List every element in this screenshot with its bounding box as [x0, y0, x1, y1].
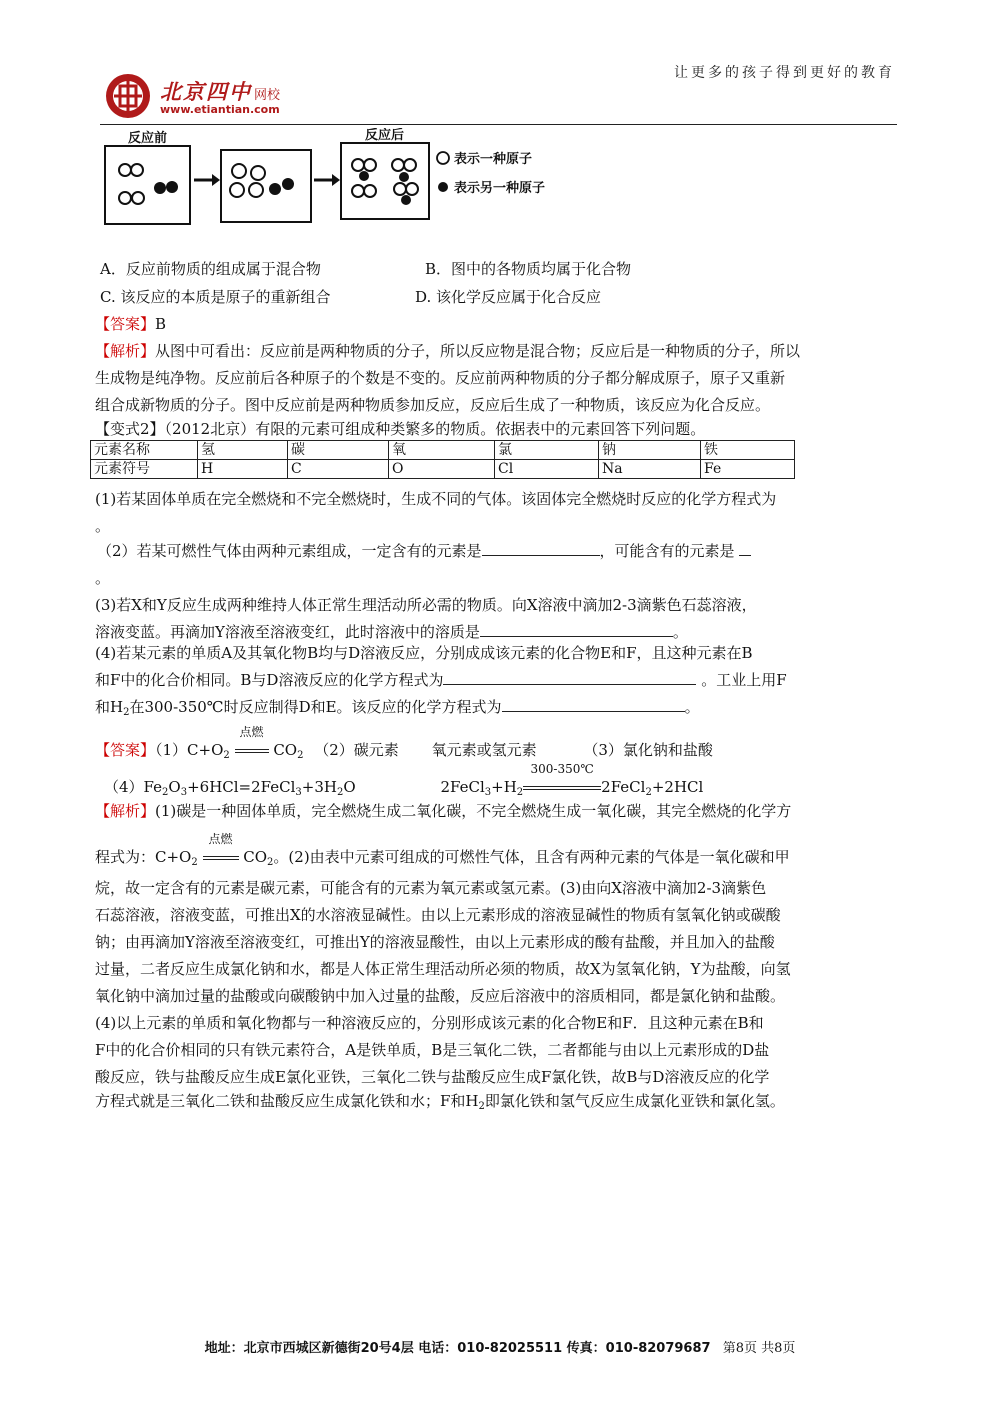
condition-temperature: 300-350℃ [523, 778, 601, 796]
q3-blank[interactable] [480, 621, 673, 637]
element-table [90, 440, 795, 479]
reaction-diagram [100, 128, 560, 228]
analysis2-line4: 石蕊溶液，溶液变蓝，可推出X的水溶液显碱性。由以上元素形成的溶液显碱性的物质有氢氧化钠或碳酸 [95, 906, 781, 924]
analysis1-line2: 生成物是纯净物。反应前后各种原子的个数是不变的。反应前两种物质的分子都分解成原子，原子又重新 [95, 369, 786, 387]
header-divider [100, 124, 897, 125]
analysis1-tag: 【解析】 [95, 342, 156, 360]
option-c: C. 该反应的本质是原子的重新组合 [100, 288, 331, 306]
analysis2-line6: 过量，二者反应生成氯化钠和水，都是人体正常生理活动所必须的物质，故X为氢氧化钠，Y为盐酸，向氢 [95, 960, 791, 978]
q4-line2: 和F中的化合价相同。B与D溶液反应的化学方程式为 。工业上用F [95, 671, 787, 689]
q4-blank-1[interactable] [443, 669, 696, 685]
legend-black-text: 表示另一种原子 [454, 181, 546, 196]
table-row: 元素符号 H C O Cl Na Fe [91, 460, 795, 479]
answer2-line2: $(4)Fe_2O_3+6HCl=2FeCl_3+3H_2O$ $2FeCl_3+H_2$ 300-350℃ 2FeCl$_2$+2HCl [104, 762, 704, 798]
q3-line1: (3)若X和Y反应生成两种维持人体正常生理活动所必需的物质。向X溶液中滴加2-3滴紫色石蕊溶液， [95, 596, 757, 614]
option-d: D. 该化学反应属于化合反应 [415, 288, 602, 306]
option-a: A．反应前物质的组成属于混合物 [100, 260, 321, 278]
legend-white-text: 表示一种原子 [454, 152, 533, 167]
q1-end: 。 [95, 517, 111, 535]
analysis1-line1: 【解析】从图中可看出：反应前是两种物质的分子，所以反应物是混合物；反应后是一种物质的分子，所以 [95, 342, 801, 360]
answer2-tag: 【答案】 [95, 741, 156, 759]
analysis2-line1: 【解析】(1)碳是一种固体单质，完全燃烧生成二氧化碳，不完全燃烧生成一氧化碳，其完全燃烧的化学方 [95, 802, 792, 820]
before-label: 反应前 [128, 131, 168, 146]
analysis2-line8: (4)以上元素的单质和氧化物都与一种溶液反应的，分别形成该元素的化合物E和F．且这种元素在B和 [95, 1014, 764, 1032]
q4-blank-2[interactable] [502, 696, 685, 712]
school-sub: 网校 [254, 88, 281, 103]
answer1-value: B [155, 315, 167, 333]
analysis2-tag: 【解析】 [95, 802, 156, 820]
answer1-tag: 【答案】 [95, 315, 156, 333]
q2-end: 。 [95, 569, 111, 587]
q1-text: (1)若某固体单质在完全燃烧和不完全燃烧时，生成不同的气体。该固体完全燃烧时反应的化学方程式为 [95, 490, 777, 508]
condition-ignite-2: 点燃 [203, 848, 239, 866]
analysis2-line10: 酸反应，铁与盐酸反应生成E氯化亚铁，三氧化二铁与盐酸反应生成F氯化铁，故B与D溶液反应的化学 [95, 1068, 770, 1086]
q2-blank-2[interactable] [739, 540, 751, 556]
analysis2-line5: 钠；由再滴加Y溶液至溶液变红，可推出Y的溶液显酸性，由以上元素形成的酸有盐酸，并且加入的盐酸 [95, 933, 775, 951]
table-row: 元素名称 氢 碳 氧 氯 钠 铁 [91, 441, 795, 460]
option-b: B．图中的各物质均属于化合物 [425, 260, 632, 278]
analysis2-line2: 程式为：$C+O_2$ 点燃 $CO_2$。(2)由表中元素可组成的可燃性气体，且含有两种元素的气体是一氧化碳和甲 [95, 832, 790, 868]
footer-address: 地址：北京市西城区新德街20号4层 电话：010-82025511 传真：010-82079687 [204, 1341, 711, 1356]
answer2-line1: 【答案】$(1)C+O_2$ 点燃 $CO_2$ （2）碳元素 氧元素或氢元素 （3）氯化钠和盐酸 [95, 725, 713, 761]
school-name: 北京四中 网校 [160, 79, 281, 104]
page-number: 第8页 共8页 [722, 1341, 796, 1356]
analysis1-line3: 组合成新物质的分子。图中反应前是两种物质参加反应，反应后生成了一种物质，该反应为化合反应。 [95, 396, 771, 414]
answer1-line [95, 313, 166, 334]
page-footer [0, 1337, 1000, 1356]
header-slogan: 让更多的孩子得到更好的教育 [674, 65, 895, 81]
after-label: 反应后 [365, 128, 405, 143]
variant2-title: 【变式2】（2012北京）有限的元素可组成种类繁多的物质。依据表中的元素回答下列问题。 [95, 420, 706, 438]
condition-ignite: 点燃 [235, 741, 269, 759]
q4-line1: (4)若某元素的单质A及其氧化物B均与D溶液反应，分别成成该元素的化合物E和F，且这种元素在B [95, 644, 753, 662]
analysis2-line11: 方程式就是三氧化二铁和盐酸反应生成氯化铁和水；F和$H_2$即氯化铁和氢气反应生成氯化亚铁和氯化氢。 [95, 1092, 785, 1112]
q2-blank-1[interactable] [482, 540, 600, 556]
analysis2-line9: F中的化合价相同的只有铁元素符合，A是铁单质，B是三氧化二铁，二者都能与由以上元素形成的D盐 [95, 1041, 770, 1059]
analysis2-line3: 烷，故一定含有的元素是碳元素，可能含有的元素为氧元素或氢元素。(3)由向X溶液中滴加2-3滴紫色 [95, 879, 767, 897]
analysis2-line7: 氧化钠中滴加过量的盐酸或向碳酸钠中加入过量的盐酸，反应后溶液中的溶质相同，都是氯化钠和盐酸。 [95, 987, 786, 1005]
q3-line2: 溶液变蓝。再滴加Y溶液至溶液变红，此时溶液中的溶质是 。 [95, 623, 688, 641]
q4-line3: 和$H_2$在300-350℃时反应制得D和E。该反应的化学方程式为 。 [95, 698, 700, 718]
school-url: www.etiantian.com [160, 103, 280, 116]
q2-line: （2）若某可燃性气体由两种元素组成，一定含有的元素是 ，可能含有的元素是 [97, 540, 751, 561]
